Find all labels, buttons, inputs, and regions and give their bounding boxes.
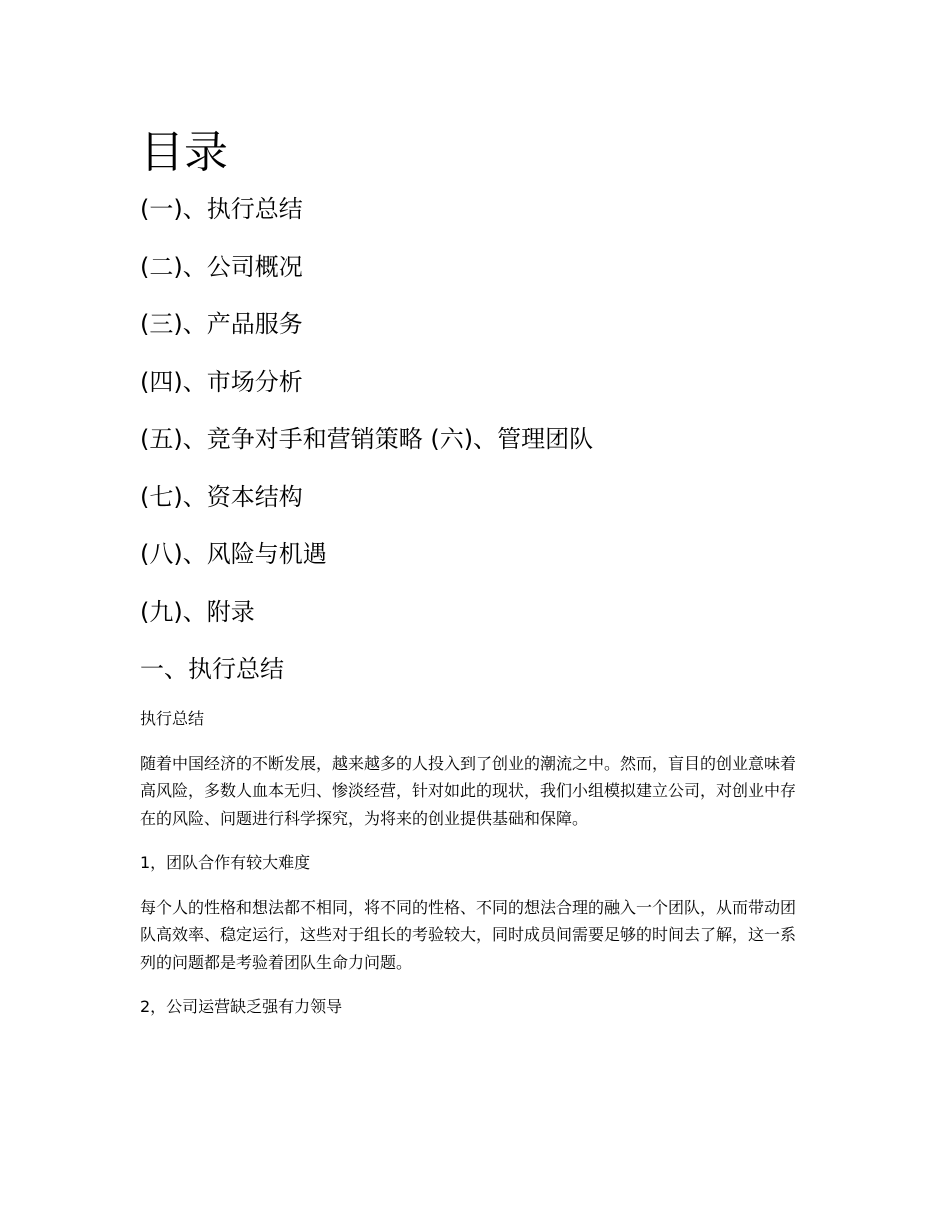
document-page xyxy=(140,125,810,1038)
document-title: 目录 xyxy=(140,127,228,178)
paragraph: 2，公司运营缺乏强有力领导 xyxy=(140,997,343,1016)
section-heading: 一、执行总结 xyxy=(140,655,284,683)
paragraph: 随着中国经济的不断发展，越来越多的人投入到了创业的潮流之中。然而，盲目的创业意味着高风险，多数人血本无归、惨淡经营，针对如此的现状，我们小组模拟建立公司，对创业中存在的风险、问题进行科学探究，为将来的创业提供基础和保障。 xyxy=(140,753,797,828)
toc-item: (九)、附录 xyxy=(140,597,255,626)
paragraph: 每个人的性格和想法都不相同，将不同的性格、不同的想法合理的融入一个团队，从而带动团队高效率、稳定运行，这些对于组长的考验较大，同时成员间需要足够的时间去了解，这一系列的问题都是考验着团队生命力问题。 xyxy=(140,897,797,972)
toc-item: (四)、市场分析 xyxy=(140,367,303,396)
paragraph: 执行总结 xyxy=(140,709,205,728)
toc-item: (三)、产品服务 xyxy=(140,310,303,338)
paragraph: 1，团队合作有较大难度 xyxy=(140,853,311,872)
toc-item: (八)、风险与机遇 xyxy=(140,540,327,568)
table-of-contents xyxy=(140,193,810,653)
toc-item: (五)、竞争对手和营销策略 (六)、管理团队 xyxy=(140,425,594,453)
toc-item: (二)、公司概况 xyxy=(140,252,303,281)
toc-item: (一)、执行总结 xyxy=(140,195,303,223)
toc-item: (七)、资本结构 xyxy=(140,482,303,511)
